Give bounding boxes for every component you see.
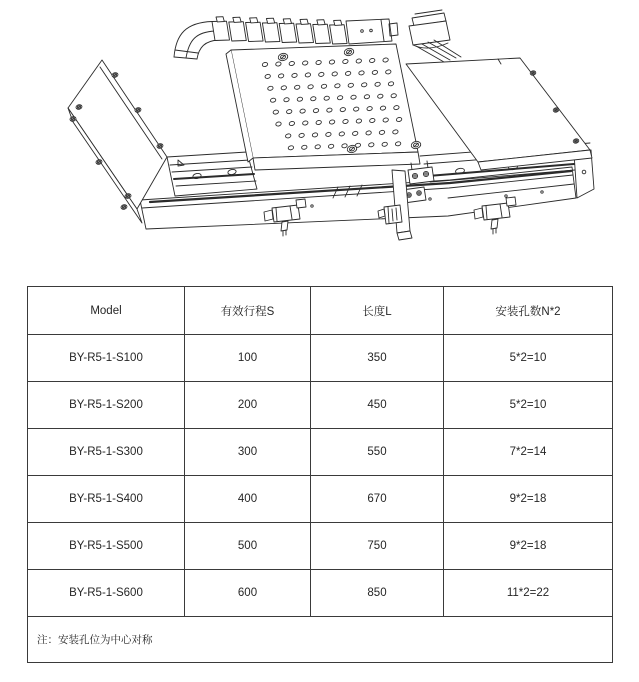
table-note: 注：安装孔位为中心对称	[28, 617, 613, 663]
cell-length: 750	[311, 523, 444, 570]
cell-model: BY-R5-1-S300	[28, 429, 185, 476]
cell-length: 350	[311, 335, 444, 382]
spec-table	[27, 286, 613, 663]
figure-area	[0, 0, 639, 280]
table-row	[28, 429, 613, 476]
cell-stroke: 100	[185, 335, 311, 382]
cell-holes: 9*2=18	[444, 476, 613, 523]
cell-holes: 7*2=14	[444, 429, 613, 476]
cell-length: 550	[311, 429, 444, 476]
carriage-plate	[226, 44, 420, 170]
cell-stroke: 400	[185, 476, 311, 523]
screw-head	[530, 70, 536, 75]
col-header-model: Model	[28, 287, 185, 335]
cell-model: BY-R5-1-S100	[28, 335, 185, 382]
right-cover-plate	[406, 58, 592, 170]
screw-head	[135, 107, 142, 113]
cell-stroke: 600	[185, 570, 311, 617]
table-row	[28, 382, 613, 429]
screw-head	[121, 204, 128, 210]
cell-stroke: 200	[185, 382, 311, 429]
screw-head	[112, 72, 119, 78]
cell-holes: 11*2=22	[444, 570, 613, 617]
cell-stroke: 300	[185, 429, 311, 476]
left-guide-rail	[167, 152, 257, 196]
cell-holes: 5*2=10	[444, 382, 613, 429]
cell-stroke: 500	[185, 523, 311, 570]
cell-model: BY-R5-1-S400	[28, 476, 185, 523]
cell-length: 670	[311, 476, 444, 523]
cell-holes: 9*2=18	[444, 523, 613, 570]
cell-length: 450	[311, 382, 444, 429]
table-row	[28, 476, 613, 523]
note-row	[28, 617, 613, 663]
cell-model: BY-R5-1-S200	[28, 382, 185, 429]
product-isometric-drawing	[0, 0, 639, 280]
table-row	[28, 335, 613, 382]
table-row	[28, 523, 613, 570]
cell-model: BY-R5-1-S600	[28, 570, 185, 617]
col-header-holes: 安装孔数N*2	[444, 287, 613, 335]
header-row	[28, 287, 613, 335]
col-header-stroke: 有效行程S	[185, 287, 311, 335]
left-motor-cover	[68, 60, 167, 223]
table-row	[28, 570, 613, 617]
cell-length: 850	[311, 570, 444, 617]
cell-model: BY-R5-1-S500	[28, 523, 185, 570]
connector-plug	[409, 10, 461, 62]
col-header-length: 长度L	[311, 287, 444, 335]
cell-holes: 5*2=10	[444, 335, 613, 382]
sensor-flag-plate	[392, 170, 410, 233]
